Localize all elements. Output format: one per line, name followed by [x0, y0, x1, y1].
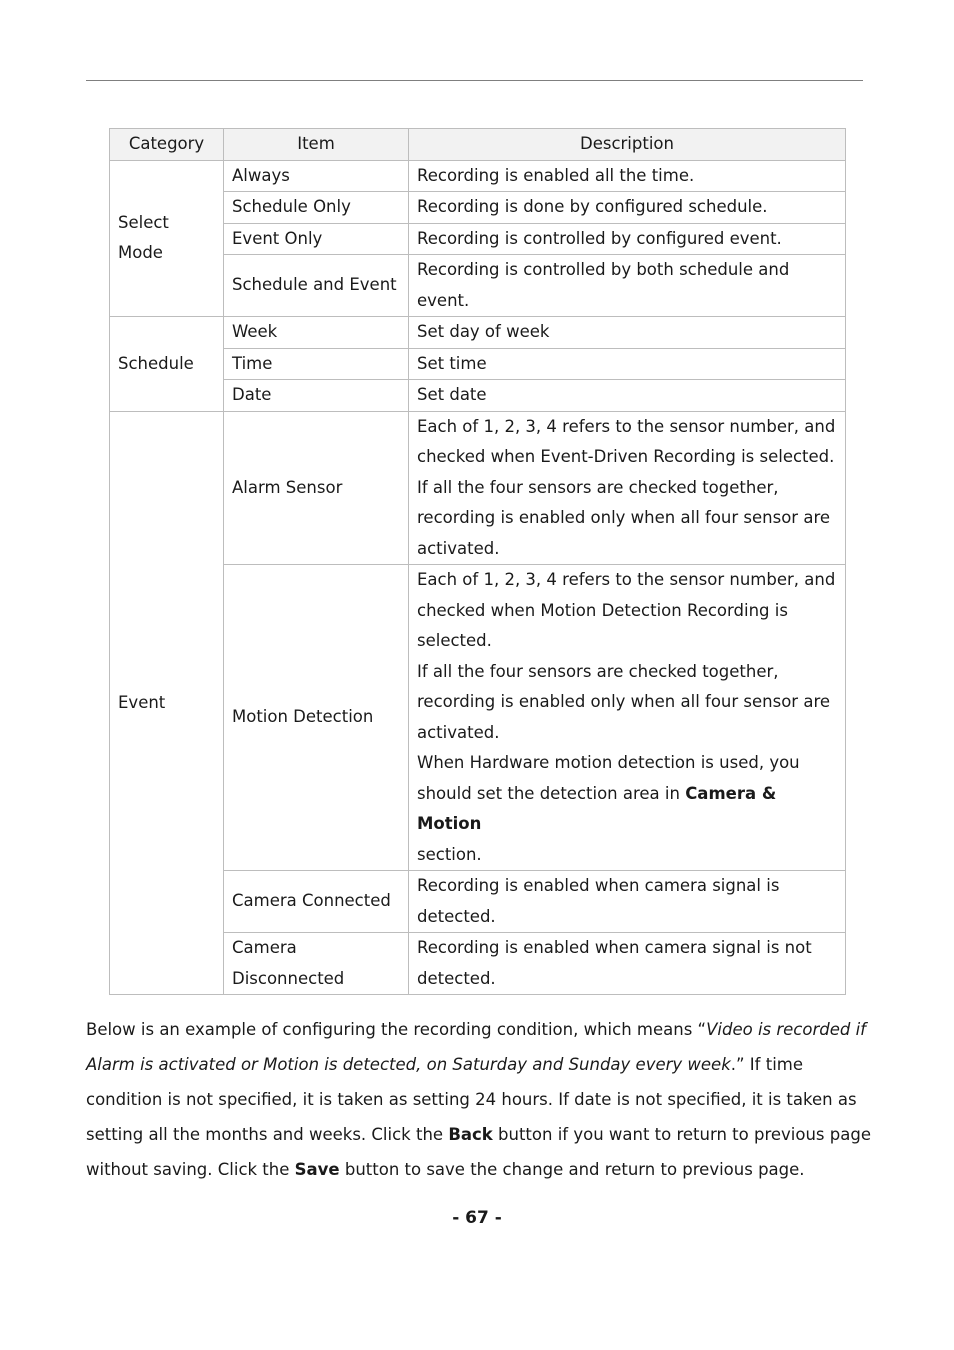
header-item: Item [224, 129, 409, 161]
recording-condition-table [109, 128, 846, 995]
desc-week: Set day of week [409, 317, 846, 349]
item-event-only: Event Only [224, 223, 409, 255]
item-camera-connected: Camera Connected [224, 871, 409, 933]
desc-date: Set date [409, 380, 846, 412]
item-always: Always [224, 160, 409, 192]
desc-camera-connected: Recording is enabled when camera signal is detected. [409, 871, 846, 933]
table-row [110, 160, 846, 192]
save-term: Save [294, 1160, 340, 1179]
desc-event-only: Recording is controlled by configured event. [409, 223, 846, 255]
item-alarm-sensor: Alarm Sensor [224, 411, 409, 565]
header-description: Description [409, 129, 846, 161]
desc-schedule-only: Recording is done by configured schedule. [409, 192, 846, 224]
desc-alarm-sensor: Each of 1, 2, 3, 4 refers to the sensor number, and checked when Event-Driven Recording is selected. If all the four sensors are checked together, recording is enabled only when all four sensor are activated. [409, 411, 846, 565]
desc-time: Set time [409, 348, 846, 380]
item-motion-detection: Motion Detection [224, 565, 409, 871]
example-paragraph: Below is an example of configuring the recording condition, which means “Video is recorded if Alarm is activated or Motion is detected, on Saturday and Sunday every week.” If time condition is not specified, it is taken as setting 24 hours. If date is not specified, it is taken as setting all the months and weeks. Click the Back button if you want to return to previous page without saving. Click the Save button to save the change and return to previous page. [86, 1020, 871, 1179]
category-schedule: Schedule [110, 317, 224, 412]
desc-camera-disconnected: Recording is enabled when camera signal is not detected. [409, 933, 846, 995]
item-week: Week [224, 317, 409, 349]
back-term: Back [448, 1125, 493, 1144]
desc-schedule-and-event: Recording is controlled by both schedule and event. [409, 255, 846, 317]
desc-always: Recording is enabled all the time. [409, 160, 846, 192]
desc-motion-detection: Each of 1, 2, 3, 4 refers to the sensor number, and checked when Motion Detection Recording is selected. If all the four sensors are checked together, recording is enabled only when all four sensor are activated. When Hardware motion detection is used, you should set the detection area in Camera & Motion section. [409, 565, 846, 871]
item-time: Time [224, 348, 409, 380]
camera-motion-term: Camera & Motion [417, 783, 777, 833]
category-event: Event [110, 411, 224, 995]
table-row [110, 411, 846, 565]
item-schedule-only: Schedule Only [224, 192, 409, 224]
item-camera-disconnected: Camera Disconnected [224, 933, 409, 995]
item-schedule-and-event: Schedule and Event [224, 255, 409, 317]
table-header-row [110, 129, 846, 161]
item-date: Date [224, 380, 409, 412]
header-rule [86, 80, 863, 81]
example-condition-italic: Video is recorded if Alarm is activated or Motion is detected, on Saturday and Sunday every week [86, 1020, 866, 1074]
table-row [110, 317, 846, 349]
page-number: - 67 - [452, 1208, 502, 1228]
category-select-mode: Select Mode [110, 160, 224, 317]
header-category: Category [110, 129, 224, 161]
